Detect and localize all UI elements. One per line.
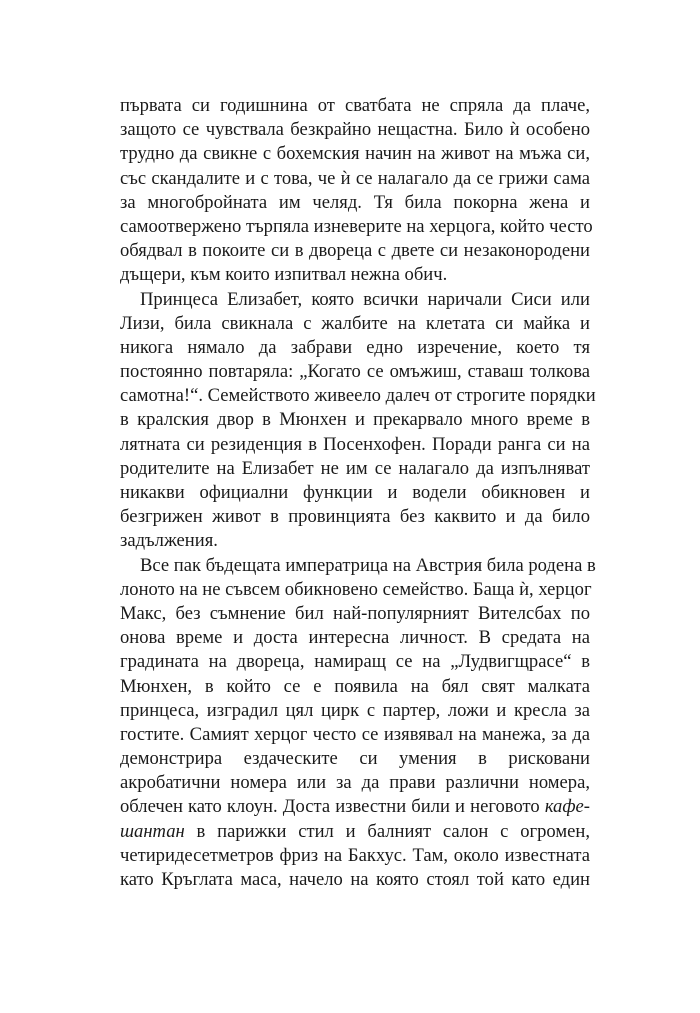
- text-line: Мюнхен, в който се е появила на бял свят малката: [120, 675, 590, 697]
- text-segment: в парижки стил и балният салон с огромен,: [184, 820, 590, 842]
- text-line: Принцеса Елизабет, която всички наричали Сиси или: [140, 288, 590, 310]
- text-line: Все пак бъдещата императрица на Австрия била родена в: [140, 554, 596, 576]
- text-segment: облечен като клоун. Доста известни били и неговото: [120, 796, 540, 818]
- italic-term: шантан: [120, 820, 185, 842]
- text-line: никакви официални функции и водели обикновен и: [120, 482, 590, 503]
- text-line: родителите на Елизабет не им се налагало да изпълняват: [120, 457, 590, 479]
- text-line: обядвал в покоите си в двореца с двете си незаконородени: [120, 240, 590, 262]
- text-line: принцеса, изградил цял цирк с партер, ложи и кресла за: [120, 699, 590, 721]
- text-line: като Кръглата маса, начело на която стоял той като един: [120, 869, 590, 890]
- text-line: [120, 795, 590, 819]
- text-line: лятната си резиденция в Посенхофен. Поради ранга си на: [120, 433, 590, 455]
- text-line: четиридесетметров фриз на Бакхус. Там, около известната: [120, 844, 590, 866]
- text-line: дъщери, към които изпитвал нежна обич.: [120, 264, 448, 286]
- text-line: първата си годишнина от сватбата не спряла да плаче,: [120, 95, 590, 116]
- text-line: постоянно повтаряла: „Когато се омъжиш, ставаш толкова: [120, 361, 590, 383]
- text-line: безгрижен живот в провинцията без каквито и да било: [120, 506, 590, 528]
- text-line: самоотвержено търпяла изневерите на херцога, който често: [120, 215, 593, 237]
- text-line: акробатични номера или за да прави различни номера,: [120, 772, 590, 794]
- text-line: задължения.: [120, 530, 218, 552]
- text-line: за многобройната им челяд. Тя била покорна жена и: [120, 191, 590, 213]
- text-line: Лизи, била свикнала с жалбите на клетата си майка и: [120, 312, 590, 334]
- text-line: онова време и доста интересна личност. В средата на: [120, 627, 590, 649]
- text-line: демонстрира ездаческите си умения в рисковани: [120, 748, 590, 770]
- text-line: защото се чувствала безкрайно нещастна. Било ѝ особено: [120, 119, 590, 141]
- text-line: [120, 820, 590, 844]
- text-line: никога нямало да забрави едно изречение, което тя: [120, 336, 590, 358]
- text-line: трудно да свикне с бохемския начин на живот на мъжа си,: [120, 143, 590, 165]
- text-line: градината на двореца, намиращ се на „Лудвигщрасе“ в: [120, 651, 590, 673]
- italic-term: кафе-: [544, 796, 590, 818]
- body-text: [120, 94, 596, 892]
- text-line: със скандалите и с това, че ѝ се налагало да се грижи сама: [120, 167, 590, 189]
- text-line: Макс, без съмнение бил най-популярният Вителсбах по: [120, 602, 590, 624]
- text-line: лоното на не съвсем обикновено семейство. Баща ѝ, херцог: [120, 578, 592, 600]
- text-line: в кралския двор в Мюнхен и прекарвало много време в: [120, 409, 590, 431]
- text-line: самотна!“. Семейството живеело далеч от строгите порядки: [120, 385, 596, 407]
- text-line: гостите. Самият херцог често се изявявал на манежа, за да: [120, 723, 590, 745]
